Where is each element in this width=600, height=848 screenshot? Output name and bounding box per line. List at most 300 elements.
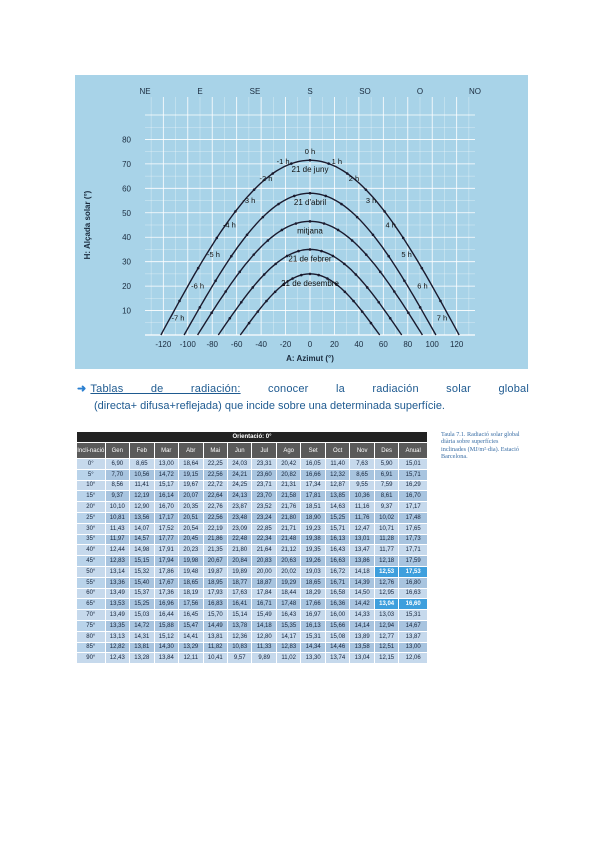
sun-path-point	[407, 312, 410, 315]
y-tick-label: 10	[122, 306, 131, 316]
y-tick-label: 60	[122, 184, 131, 194]
sun-path-point	[402, 237, 405, 240]
y-axis-label: H: Alçada solar (°)	[83, 190, 92, 260]
table-cell: 12,47	[350, 523, 374, 534]
hour-label: -6 h	[191, 281, 205, 291]
table-cell: 15,66	[325, 620, 349, 631]
table-cell: 22,48	[227, 534, 251, 545]
inclination-cell: 90°	[77, 653, 106, 664]
column-header-row	[77, 443, 428, 459]
inclination-cell: 55°	[77, 577, 106, 588]
radiation-table	[76, 431, 428, 664]
table-cell: 12,06	[399, 653, 428, 664]
table-cell: 15,32	[130, 566, 154, 577]
table-cell: 14,39	[350, 577, 374, 588]
sun-path-point	[224, 290, 227, 293]
table-cell: 13,86	[350, 556, 374, 567]
table-cell: 16,45	[179, 610, 203, 621]
table-cell: 9,55	[350, 480, 374, 491]
sun-path-point	[277, 203, 280, 206]
table-cell: 14,67	[399, 620, 428, 631]
direction-label: SE	[249, 87, 261, 96]
table-cell: 16,43	[276, 610, 300, 621]
sun-path-point	[309, 159, 312, 162]
table-cell: 19,15	[179, 469, 203, 480]
sun-path-point	[324, 195, 327, 198]
table-cell: 14,41	[179, 631, 203, 642]
column-header: Nov	[350, 443, 374, 459]
table-cell: 17,86	[154, 566, 178, 577]
table-row	[77, 599, 428, 610]
table-cell: 13,89	[350, 631, 374, 642]
inclination-cell: 85°	[77, 642, 106, 653]
sun-path-point	[365, 188, 368, 191]
sun-path-point	[352, 300, 355, 303]
table-cell: 13,49	[105, 610, 129, 621]
table-cell: 18,90	[301, 512, 325, 523]
curve-label: 21 d'abril	[293, 198, 327, 208]
hour-label: -4 h	[222, 220, 236, 230]
table-cell: 19,48	[179, 566, 203, 577]
sun-path-point	[295, 222, 298, 225]
table-cell: 13,04	[350, 653, 374, 664]
x-tick-label: -80	[206, 340, 219, 349]
table-cell: 17,91	[154, 545, 178, 556]
table-cell: 10,10	[105, 502, 129, 513]
table-cell: 23,60	[252, 469, 276, 480]
table-cell: 24,13	[227, 491, 251, 502]
curve-label: mitjana	[297, 226, 323, 236]
sun-path-point	[387, 255, 390, 258]
hour-label: 1 h	[331, 156, 343, 166]
inclination-cell: 75°	[77, 620, 106, 631]
table-cell: 13,30	[301, 653, 325, 664]
table-cell: 12,19	[130, 491, 154, 502]
inclination-cell: 50°	[77, 566, 106, 577]
table-cell: 13,74	[325, 653, 349, 664]
y-tick-label: 50	[122, 208, 131, 218]
table-cell: 17,84	[252, 588, 276, 599]
table-cell: 18,64	[179, 459, 203, 470]
sun-path-point	[332, 255, 335, 258]
x-tick-label: 0	[307, 340, 313, 349]
sun-path-point	[238, 271, 241, 274]
sun-path-point	[372, 233, 375, 236]
table-cell: 16,14	[154, 491, 178, 502]
sun-path-point	[251, 286, 254, 289]
table-cell: 15,40	[130, 577, 154, 588]
sun-path-point	[263, 273, 266, 276]
x-axis-label: A: Azimut (°)	[286, 354, 334, 363]
table-cell: 13,35	[105, 620, 129, 631]
sun-path-point	[214, 279, 217, 282]
x-tick-label: -40	[255, 340, 267, 349]
x-tick-label: 20	[329, 340, 339, 349]
table-cell: 16,72	[325, 566, 349, 577]
table-cell: 22,19	[203, 523, 227, 534]
table-cell: 12,95	[374, 588, 398, 599]
table-cell: 17,59	[399, 556, 428, 567]
y-tick-label: 30	[122, 257, 131, 267]
hour-label: -7 h	[171, 313, 185, 323]
x-tick-label: -20	[279, 340, 292, 349]
table-cell: 17,67	[154, 577, 178, 588]
table-cell: 17,71	[399, 545, 428, 556]
table-cell: 12,32	[325, 469, 349, 480]
table-row	[77, 642, 428, 653]
sun-path-point	[281, 229, 284, 232]
hour-label: 3 h	[365, 196, 377, 205]
table-body	[77, 459, 428, 664]
table-cell: 22,72	[203, 480, 227, 491]
sun-path-point	[379, 271, 382, 274]
table-cell: 20,45	[179, 534, 203, 545]
table-cell: 20,00	[252, 566, 276, 577]
sun-path-point	[355, 273, 358, 276]
table-cell: 21,76	[276, 502, 300, 513]
table-cell: 22,76	[203, 502, 227, 513]
table-cell: 17,63	[227, 588, 251, 599]
table-cell: 13,84	[154, 653, 178, 664]
table-cell: 14,34	[301, 642, 325, 653]
table-cell: 19,67	[179, 480, 203, 491]
table-cell: 14,72	[130, 620, 154, 631]
table-cell: 19,29	[276, 577, 300, 588]
table-cell: 10,56	[130, 469, 154, 480]
table-row	[77, 631, 428, 642]
x-tick-label: -100	[179, 340, 196, 349]
table-cell: 23,52	[252, 502, 276, 513]
direction-label: NE	[139, 87, 151, 96]
direction-label: E	[197, 87, 203, 96]
table-cell: 18,29	[301, 588, 325, 599]
x-tick-label: 80	[403, 340, 413, 349]
table-cell: 10,71	[374, 523, 398, 534]
sun-path-point	[439, 300, 442, 303]
sun-path-point	[383, 210, 386, 213]
table-cell: 8,65	[350, 469, 374, 480]
column-header: Mar	[154, 443, 178, 459]
sun-path-point	[248, 322, 251, 325]
table-cell: 11,41	[130, 480, 154, 491]
sun-path-point	[343, 263, 346, 266]
table-cell: 18,65	[179, 577, 203, 588]
sun-path-point	[261, 216, 264, 219]
inclination-cell: 45°	[77, 556, 106, 567]
table-cell: 16,05	[301, 459, 325, 470]
direction-label: S	[307, 87, 313, 96]
x-tick-label: 100	[425, 340, 439, 349]
table-cell: 15,31	[399, 610, 428, 621]
table-cell: 13,00	[399, 642, 428, 653]
table-cell: 12,83	[276, 642, 300, 653]
hour-label: -5 h	[206, 249, 220, 259]
table-cell: 14,57	[130, 534, 154, 545]
inclination-cell: 65°	[77, 599, 106, 610]
table-cell: 12,94	[374, 620, 398, 631]
sun-path-point	[267, 239, 270, 242]
solar-altitude-chart	[75, 75, 528, 369]
table-cell: 15,71	[325, 523, 349, 534]
table-cell: 13,36	[105, 577, 129, 588]
table-cell: 6,90	[105, 459, 129, 470]
sun-path-point	[365, 253, 368, 256]
table-cell: 12,43	[105, 653, 129, 664]
table-cell: 20,51	[179, 512, 203, 523]
sun-path-point	[389, 317, 392, 320]
table-cell: 14,98	[130, 545, 154, 556]
inclination-cell: 80°	[77, 631, 106, 642]
sun-path-point	[293, 195, 296, 198]
table-cell: 14,18	[350, 566, 374, 577]
table-cell: 20,63	[276, 556, 300, 567]
sun-path-point	[403, 279, 406, 282]
table-cell: 17,17	[154, 512, 178, 523]
table-cell: 22,85	[252, 523, 276, 534]
sun-path-point	[370, 322, 373, 325]
table-row	[77, 577, 428, 588]
sun-path-point	[274, 290, 277, 293]
table-row	[77, 502, 428, 513]
table-cell: 23,87	[227, 502, 251, 513]
table-cell: 18,65	[301, 577, 325, 588]
sun-path-point	[377, 301, 380, 304]
table-cell: 17,48	[276, 599, 300, 610]
x-tick-label: 120	[449, 340, 464, 349]
table-row	[77, 512, 428, 523]
sun-path-point	[265, 300, 268, 303]
table-row	[77, 469, 428, 480]
table-cell: 16,70	[399, 491, 428, 502]
table-cell: 21,31	[276, 480, 300, 491]
table-cell: 15,47	[179, 620, 203, 631]
column-header: Feb	[130, 443, 154, 459]
table-cell: 12,18	[374, 556, 398, 567]
sun-path-point	[252, 253, 255, 256]
table-cell: 14,50	[350, 588, 374, 599]
table-cell: 12,87	[325, 480, 349, 491]
column-header: Gen	[105, 443, 129, 459]
intro-text-line2: (directa+ difusa+reflejada) que incide sobre una determinada superfície.	[94, 400, 445, 412]
table-cell: 13,49	[105, 588, 129, 599]
table-cell: 21,80	[227, 545, 251, 556]
table-cell: 24,21	[227, 469, 251, 480]
sun-path-point	[309, 273, 312, 276]
sun-path-point	[309, 248, 312, 251]
table-cell: 18,95	[203, 577, 227, 588]
hour-label: -1 h	[276, 156, 290, 166]
column-header: Set	[301, 443, 325, 459]
table-cell: 14,49	[203, 620, 227, 631]
sun-path-point	[356, 216, 359, 219]
sun-path-point	[317, 274, 320, 277]
table-cell: 14,30	[154, 642, 178, 653]
table-cell: 13,81	[203, 631, 227, 642]
table-cell: 13,29	[179, 642, 203, 653]
sun-path-point	[210, 312, 213, 315]
table-cell: 15,88	[154, 620, 178, 631]
table-cell: 16,44	[154, 610, 178, 621]
table-row	[77, 491, 428, 502]
sun-path-point	[323, 222, 326, 225]
table-cell: 16,13	[301, 620, 325, 631]
table-cell: 16,80	[399, 577, 428, 588]
table-cell: 10,81	[105, 512, 129, 523]
table-cell: 13,87	[399, 631, 428, 642]
table-cell: 17,52	[154, 523, 178, 534]
sun-path-point	[274, 263, 277, 266]
sun-path-point	[297, 250, 300, 253]
hour-label: 4 h	[385, 220, 396, 230]
table-cell: 15,31	[301, 631, 325, 642]
direction-label: NO	[469, 87, 481, 96]
table-cell: 16,36	[325, 599, 349, 610]
table-cell: 19,26	[301, 556, 325, 567]
table-cell: 19,23	[301, 523, 325, 534]
table-cell: 22,56	[203, 469, 227, 480]
sun-path-point	[344, 290, 347, 293]
y-tick-label: 80	[122, 135, 131, 145]
intro-term: Tablas de radiación:	[90, 383, 241, 395]
table-row	[77, 610, 428, 621]
table-cell: 13,58	[350, 642, 374, 653]
table-cell: 11,82	[203, 642, 227, 653]
table-cell: 16,83	[203, 599, 227, 610]
table-cell: 15,17	[154, 480, 178, 491]
table-cell: 9,37	[374, 502, 398, 513]
table-cell: 16,71	[252, 599, 276, 610]
sun-path-point	[419, 306, 422, 309]
table-cell: 12,51	[374, 642, 398, 653]
hour-label: -3 h	[242, 196, 256, 205]
table-cell: 10,02	[374, 512, 398, 523]
y-tick-label: 70	[122, 159, 131, 169]
table-cell: 14,31	[130, 631, 154, 642]
table-cell: 11,28	[374, 534, 398, 545]
inclination-cell: 25°	[77, 512, 106, 523]
table-cell: 20,54	[179, 523, 203, 534]
table-cell: 22,56	[203, 512, 227, 523]
hour-label: 2 h	[348, 174, 360, 183]
direction-label: O	[416, 87, 424, 96]
table-cell: 19,03	[301, 566, 325, 577]
table-cell: 13,00	[154, 459, 178, 470]
table-cell: 19,98	[179, 556, 203, 567]
table-cell: 17,94	[154, 556, 178, 567]
x-tick-label: 40	[354, 340, 364, 349]
table-cell: 15,25	[325, 512, 349, 523]
sun-path-point	[421, 267, 424, 270]
table-cell: 21,86	[203, 534, 227, 545]
sun-path-point	[393, 290, 396, 293]
sun-path-point	[320, 250, 323, 253]
table-cell: 20,83	[252, 556, 276, 567]
table-cell: 13,13	[105, 631, 129, 642]
table-cell: 23,70	[252, 491, 276, 502]
table-cell: 11,02	[276, 653, 300, 664]
table-cell: 18,87	[252, 577, 276, 588]
table-cell: 18,51	[301, 502, 325, 513]
sun-path-point	[340, 203, 343, 206]
table-cell: 13,78	[227, 620, 251, 631]
table-cell: 15,03	[130, 610, 154, 621]
table-cell: 17,81	[301, 491, 325, 502]
table-cell: 23,31	[252, 459, 276, 470]
table-cell: 6,91	[374, 469, 398, 480]
table-cell: 15,01	[399, 459, 428, 470]
table-cell: 17,48	[399, 512, 428, 523]
table-cell: 13,03	[374, 610, 398, 621]
table-cell: 11,40	[325, 459, 349, 470]
table-cell: 19,89	[227, 566, 251, 577]
table-cell: 15,49	[252, 610, 276, 621]
table-cell: 13,01	[350, 534, 374, 545]
table-cell: 12,77	[374, 631, 398, 642]
sun-path-point	[246, 233, 249, 236]
sun-path-point	[309, 220, 312, 223]
table-cell: 18,77	[227, 577, 251, 588]
column-header: Anual	[399, 443, 428, 459]
table-cell: 24,25	[227, 480, 251, 491]
table-cell: 12,11	[179, 653, 203, 664]
sun-path-point	[230, 255, 233, 258]
table-cell: 7,59	[374, 480, 398, 491]
sun-path-point	[197, 267, 200, 270]
column-header: Abr	[179, 443, 203, 459]
intro-line	[77, 381, 529, 398]
table-row	[77, 588, 428, 599]
table-cell: 20,23	[179, 545, 203, 556]
table-cell: 16,43	[325, 545, 349, 556]
table-cell: 11,77	[374, 545, 398, 556]
sun-path-point	[300, 274, 303, 277]
table-cell: 22,25	[203, 459, 227, 470]
hour-label: 0 h	[304, 147, 316, 157]
table-cell: 14,18	[252, 620, 276, 631]
sun-path-point	[361, 310, 364, 313]
sun-path-point	[253, 188, 256, 191]
hour-label: -2 h	[259, 174, 273, 183]
table-cell: 5,90	[374, 459, 398, 470]
table-cell: 20,02	[276, 566, 300, 577]
table-row	[77, 523, 428, 534]
table-cell: 19,38	[301, 534, 325, 545]
column-header: Mai	[203, 443, 227, 459]
table-cell: 16,71	[325, 577, 349, 588]
curve-label: 21 de juny	[291, 165, 329, 175]
table-cell: 15,12	[154, 631, 178, 642]
table-cell: 12,76	[374, 577, 398, 588]
table-cell: 17,73	[399, 534, 428, 545]
inclination-cell: 35°	[77, 534, 106, 545]
curve-label: 21 de febrer	[288, 254, 332, 264]
table-cell: 16,41	[227, 599, 251, 610]
table-cell: 18,19	[179, 588, 203, 599]
table-cell: 19,35	[301, 545, 325, 556]
table-cell: 21,48	[276, 534, 300, 545]
table-cell: 15,35	[276, 620, 300, 631]
table-cell: 11,16	[350, 502, 374, 513]
table-cell: 7,70	[105, 469, 129, 480]
table-cell: 16,00	[325, 610, 349, 621]
table-cell: 23,09	[227, 523, 251, 534]
column-header: Ago	[276, 443, 300, 459]
table-cell: 15,15	[130, 556, 154, 567]
table-cell: 22,34	[252, 534, 276, 545]
table-cell: 17,36	[154, 588, 178, 599]
table-cell: 13,28	[130, 653, 154, 664]
table-cell: 20,42	[276, 459, 300, 470]
